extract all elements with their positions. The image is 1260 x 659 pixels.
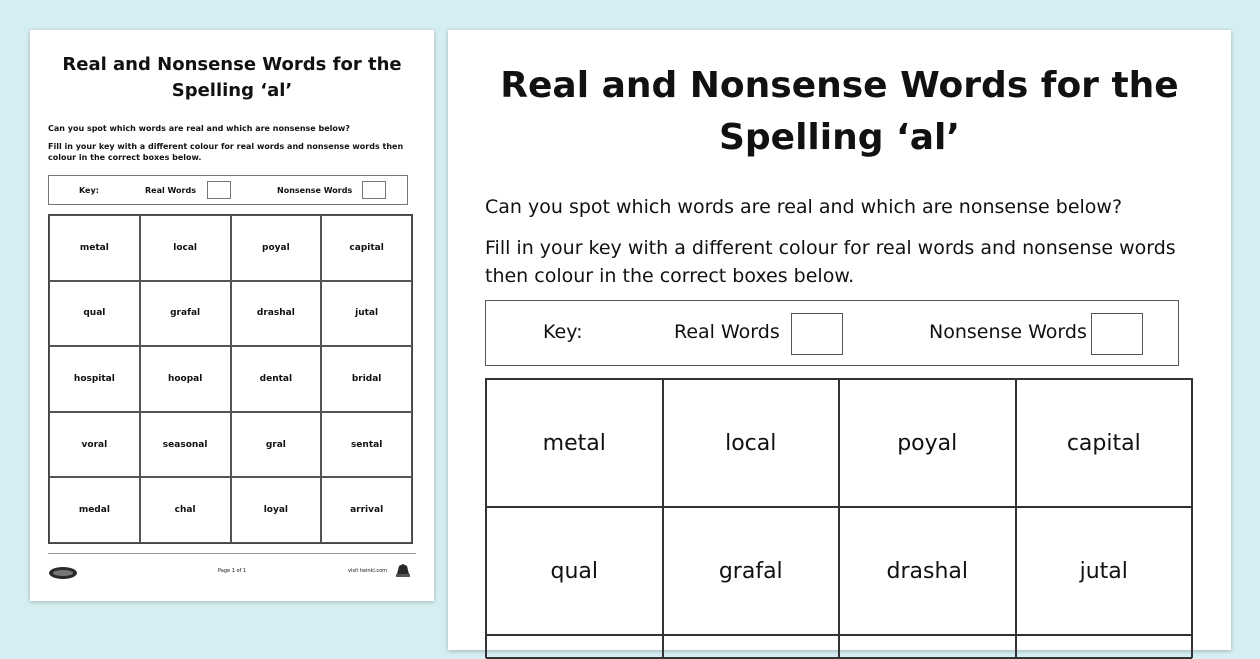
word-cell[interactable]: [486, 635, 663, 659]
thumbnail-word-cell[interactable]: jutal: [321, 281, 412, 347]
thumbnail-key-real-box: [207, 181, 231, 199]
thumbnail-page-number: Page 1 of 1: [218, 568, 247, 574]
word-cell[interactable]: local: [663, 379, 840, 507]
thumbnail-key-nonsense-box: [362, 181, 386, 199]
twinkl-logo-icon: [48, 564, 78, 580]
key-label: Key:: [543, 321, 583, 343]
thumbnail-word-cell[interactable]: qual: [49, 281, 140, 347]
word-cell[interactable]: [663, 635, 840, 659]
thumbnail-word-cell[interactable]: seasonal: [140, 412, 231, 478]
thumbnail-word-cell[interactable]: loyal: [231, 477, 322, 543]
key-nonsense-colour-box[interactable]: [1091, 313, 1143, 355]
worksheet-title: Real and Nonsense Words for the Spelling ‘al’: [500, 65, 1179, 158]
word-grid: [485, 378, 1193, 658]
thumbnail-word-grid: [48, 214, 413, 544]
thumbnail-word-cell[interactable]: hospital: [49, 346, 140, 412]
word-cell[interactable]: grafal: [663, 507, 840, 635]
question-1: Can you spot which words are real and which are nonsense below?: [485, 196, 1123, 218]
thumbnail-word-cell[interactable]: gral: [231, 412, 322, 478]
thumbnail-key-real-label: Real Words: [145, 186, 196, 195]
word-cell[interactable]: jutal: [1016, 507, 1193, 635]
thumbnail-word-cell[interactable]: bridal: [321, 346, 412, 412]
thumbnail-word-cell[interactable]: chal: [140, 477, 231, 543]
thumbnail-footer: [48, 553, 416, 588]
thumbnail-word-cell[interactable]: dental: [231, 346, 322, 412]
thumbnail-word-cell[interactable]: sental: [321, 412, 412, 478]
question-2: Fill in your key with a different colour for real words and nonsense words then colour in the correct boxes below.: [485, 237, 1176, 287]
word-cell[interactable]: poyal: [839, 379, 1016, 507]
thumbnail-title: Real and Nonsense Words for the Spelling ‘al’: [62, 54, 402, 101]
worksheet-main[interactable]: [448, 30, 1231, 650]
word-cell[interactable]: [1016, 635, 1193, 659]
key-nonsense-label: Nonsense Words: [929, 321, 1087, 343]
thumbnail-key-label: Key:: [79, 186, 99, 195]
key-box: [485, 300, 1179, 366]
thumbnail-key-nonsense-label: Nonsense Words: [277, 186, 353, 195]
word-cell[interactable]: qual: [486, 507, 663, 635]
word-cell[interactable]: capital: [1016, 379, 1193, 507]
thumbnail-word-cell[interactable]: metal: [49, 215, 140, 281]
thumbnail-word-cell[interactable]: hoopal: [140, 346, 231, 412]
thumbnail-word-cell[interactable]: arrival: [321, 477, 412, 543]
thumbnail-question-1: Can you spot which words are real and which are nonsense below?: [48, 124, 350, 133]
thumbnail-word-cell[interactable]: capital: [321, 215, 412, 281]
thumbnail-word-cell[interactable]: grafal: [140, 281, 231, 347]
thumbnail-word-cell[interactable]: medal: [49, 477, 140, 543]
thumbnail-key: [48, 175, 408, 205]
hand-icon: [394, 560, 412, 578]
word-cell[interactable]: metal: [486, 379, 663, 507]
thumbnail-question-2: Fill in your key with a different colour for real words and nonsense words then colour in the correct boxes below.: [48, 142, 404, 162]
thumbnail-word-cell[interactable]: local: [140, 215, 231, 281]
key-real-label: Real Words: [674, 321, 780, 343]
word-cell[interactable]: drashal: [839, 507, 1016, 635]
word-cell[interactable]: [839, 635, 1016, 659]
thumbnail-word-cell[interactable]: voral: [49, 412, 140, 478]
worksheet-thumbnail[interactable]: [30, 30, 434, 601]
thumbnail-word-cell[interactable]: drashal: [231, 281, 322, 347]
thumbnail-site-text: visit twinkl.com: [348, 568, 388, 574]
thumbnail-word-cell[interactable]: poyal: [231, 215, 322, 281]
key-real-colour-box[interactable]: [791, 313, 843, 355]
